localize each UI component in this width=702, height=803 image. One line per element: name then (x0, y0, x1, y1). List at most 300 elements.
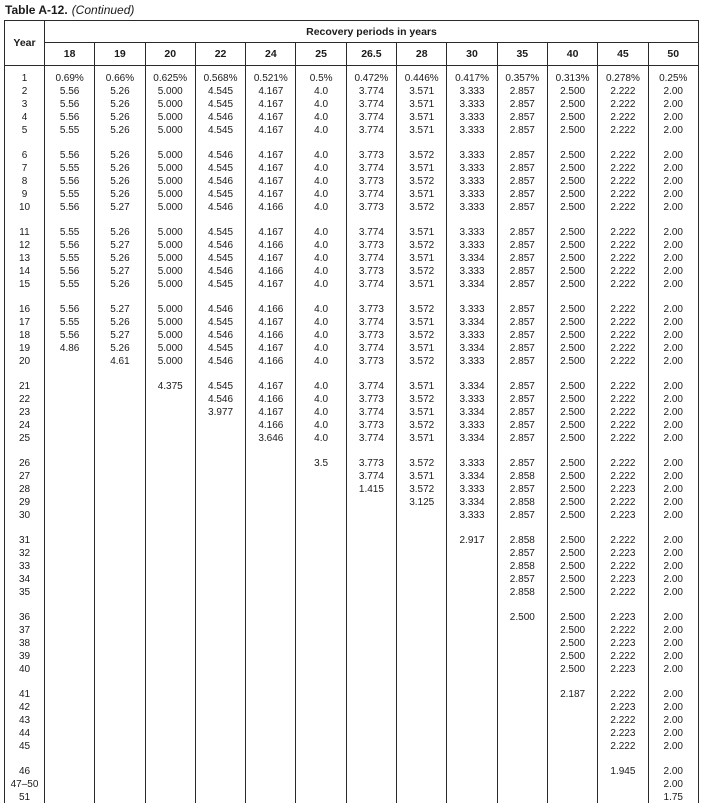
spacer-cell (296, 753, 346, 765)
rate-cell: 1.415 (346, 483, 396, 496)
rate-cell: 0.313% (547, 72, 597, 85)
rate-cell (95, 663, 145, 676)
spacer-cell (598, 676, 648, 688)
rate-cell (497, 714, 547, 727)
rate-cell: 3.333 (447, 85, 497, 98)
spacer-cell (95, 137, 145, 149)
year-cell: 51 (5, 791, 45, 803)
year-cell: 24 (5, 419, 45, 432)
rate-cell (145, 509, 195, 522)
rate-cell: 3.774 (346, 278, 396, 291)
rate-cell: 3.773 (346, 355, 396, 368)
rate-cell: 3.774 (346, 380, 396, 393)
rate-cell (45, 714, 95, 727)
year-cell: 23 (5, 406, 45, 419)
rate-cell: 2.857 (497, 457, 547, 470)
page-title (4, 3, 698, 20)
rate-cell: 5.000 (145, 111, 195, 124)
rate-cell (346, 650, 396, 663)
rate-cell: 2.222 (598, 624, 648, 637)
rate-cell: 4.0 (296, 329, 346, 342)
rate-cell (95, 573, 145, 586)
rate-cell: 3.571 (397, 124, 447, 137)
year-cell: 40 (5, 663, 45, 676)
rate-cell: 2.500 (547, 175, 597, 188)
rate-cell (195, 560, 245, 573)
rate-cell: 4.0 (296, 278, 346, 291)
rate-cell: 4.86 (45, 342, 95, 355)
rate-cell: 2.858 (497, 496, 547, 509)
rate-cell: 0.25% (648, 72, 698, 85)
table-row-year-45 (5, 740, 699, 753)
rate-cell: 2.00 (648, 624, 698, 637)
year-cell: 35 (5, 586, 45, 599)
spacer-cell (547, 522, 597, 534)
table-row-year-16 (5, 303, 699, 316)
table-row-year-10 (5, 201, 699, 214)
rate-cell (447, 611, 497, 624)
spacer-cell (547, 368, 597, 380)
rate-cell: 2.500 (547, 496, 597, 509)
rate-cell: 2.222 (598, 98, 648, 111)
rate-cell (296, 727, 346, 740)
rate-cell: 2.222 (598, 226, 648, 239)
rate-cell: 2.500 (547, 278, 597, 291)
year-cell: 46 (5, 765, 45, 778)
rate-cell: 4.545 (195, 85, 245, 98)
rate-cell: 4.545 (195, 316, 245, 329)
rate-cell (397, 650, 447, 663)
rate-cell: 2.187 (547, 688, 597, 701)
rate-cell (95, 406, 145, 419)
rate-cell: 5.55 (45, 162, 95, 175)
rate-cell (145, 650, 195, 663)
rate-cell (45, 701, 95, 714)
rate-cell: 3.571 (397, 162, 447, 175)
spacer-cell (145, 214, 195, 226)
rate-cell (45, 534, 95, 547)
rate-cell (346, 573, 396, 586)
rate-cell: 3.333 (447, 457, 497, 470)
rate-cell: 3.333 (447, 149, 497, 162)
table-row-year-17 (5, 316, 699, 329)
spacer-cell (246, 522, 296, 534)
year-cell: 22 (5, 393, 45, 406)
rate-cell: 4.0 (296, 419, 346, 432)
year-cell: 28 (5, 483, 45, 496)
rate-cell: 3.333 (447, 124, 497, 137)
rate-cell: 3.572 (397, 175, 447, 188)
rate-cell: 2.857 (497, 124, 547, 137)
rate-cell: 4.546 (195, 393, 245, 406)
rate-cell: 4.167 (246, 111, 296, 124)
rate-cell: 3.333 (447, 355, 497, 368)
recovery-period-header-22: 22 (195, 43, 245, 66)
rate-cell: 5.000 (145, 316, 195, 329)
rate-cell (296, 765, 346, 778)
rate-cell (145, 663, 195, 676)
rate-cell (95, 393, 145, 406)
rate-cell (346, 663, 396, 676)
rate-cell: 5.000 (145, 201, 195, 214)
rate-cell (447, 701, 497, 714)
rate-cell: 2.500 (547, 342, 597, 355)
rate-cell (45, 470, 95, 483)
spacer-cell (397, 599, 447, 611)
rate-cell: 2.500 (547, 316, 597, 329)
rate-cell: 5.55 (45, 252, 95, 265)
rate-cell: 2.500 (547, 226, 597, 239)
rate-cell (195, 547, 245, 560)
year-cell: 41 (5, 688, 45, 701)
rate-cell: 2.857 (497, 342, 547, 355)
rate-cell: 4.167 (246, 342, 296, 355)
rate-cell (195, 457, 245, 470)
rate-cell (95, 611, 145, 624)
table-row-year-51 (5, 791, 699, 803)
spacer-cell (346, 368, 396, 380)
rate-cell: 3.572 (397, 355, 447, 368)
rate-cell (195, 470, 245, 483)
rate-cell (195, 688, 245, 701)
rate-cell (296, 650, 346, 663)
rate-cell: 3.773 (346, 175, 396, 188)
spacer-cell (296, 214, 346, 226)
rate-cell: 5.26 (95, 149, 145, 162)
spacer-cell (397, 676, 447, 688)
group-spacer-row (5, 291, 699, 303)
rate-cell: 2.00 (648, 586, 698, 599)
rate-cell: 5.000 (145, 175, 195, 188)
rate-cell: 2.00 (648, 637, 698, 650)
year-cell: 10 (5, 201, 45, 214)
rate-cell: 4.167 (246, 188, 296, 201)
spacer-cell (95, 753, 145, 765)
rate-cell: 3.333 (447, 111, 497, 124)
spacer-cell (648, 291, 698, 303)
spacer-cell (497, 522, 547, 534)
year-cell: 12 (5, 239, 45, 252)
rate-cell: 4.0 (296, 380, 346, 393)
rate-cell (296, 778, 346, 791)
spacer-cell (246, 599, 296, 611)
rate-cell (145, 560, 195, 573)
rate-cell: 2.222 (598, 534, 648, 547)
rate-cell (547, 714, 597, 727)
rate-cell (45, 586, 95, 599)
rate-cell: 2.500 (547, 509, 597, 522)
rate-cell (346, 586, 396, 599)
rate-cell: 3.572 (397, 329, 447, 342)
rate-cell (246, 727, 296, 740)
recovery-period-header-50: 50 (648, 43, 698, 66)
spacer-cell (5, 368, 45, 380)
rate-cell: 2.00 (648, 111, 698, 124)
spacer-cell (447, 291, 497, 303)
rate-cell (145, 624, 195, 637)
rate-cell (95, 496, 145, 509)
rate-cell (397, 509, 447, 522)
rate-cell: 3.334 (447, 432, 497, 445)
spacer-cell (5, 676, 45, 688)
rate-cell: 3.334 (447, 470, 497, 483)
year-cell: 26 (5, 457, 45, 470)
rate-cell (346, 560, 396, 573)
rate-cell (246, 688, 296, 701)
rate-cell: 2.00 (648, 175, 698, 188)
spacer-cell (648, 214, 698, 226)
spacer-cell (598, 214, 648, 226)
rate-cell (497, 624, 547, 637)
rate-cell: 4.166 (246, 419, 296, 432)
table-row-year-8 (5, 175, 699, 188)
rate-cell (397, 663, 447, 676)
rate-cell: 3.333 (447, 226, 497, 239)
rate-cell (296, 740, 346, 753)
rate-cell (95, 457, 145, 470)
spacer-cell (246, 368, 296, 380)
rate-cell: 3.571 (397, 111, 447, 124)
rate-cell: 4.545 (195, 226, 245, 239)
rate-cell: 4.0 (296, 201, 346, 214)
spacer-cell (246, 445, 296, 457)
rate-cell: 2.222 (598, 111, 648, 124)
group-spacer-row (5, 599, 699, 611)
group-spacer-row (5, 214, 699, 226)
rate-cell (195, 727, 245, 740)
rate-cell (145, 393, 195, 406)
rate-cell (346, 688, 396, 701)
rate-cell (145, 470, 195, 483)
rate-cell (45, 765, 95, 778)
rate-cell (45, 778, 95, 791)
rate-cell (45, 483, 95, 496)
rate-cell: 3.334 (447, 406, 497, 419)
rate-cell (95, 586, 145, 599)
rate-cell: 2.222 (598, 432, 648, 445)
rate-cell: 5.26 (95, 124, 145, 137)
rate-cell: 4.167 (246, 85, 296, 98)
rate-cell: 0.66% (95, 72, 145, 85)
spacer-cell (195, 599, 245, 611)
rate-cell: 4.166 (246, 239, 296, 252)
rate-cell: 2.222 (598, 342, 648, 355)
rate-cell (296, 688, 346, 701)
year-cell: 7 (5, 162, 45, 175)
rate-cell (145, 406, 195, 419)
table-row-year-29 (5, 496, 699, 509)
rate-cell (145, 688, 195, 701)
rate-cell: 2.500 (547, 663, 597, 676)
rate-cell: 2.857 (497, 483, 547, 496)
rate-cell (45, 727, 95, 740)
spacer-cell (648, 137, 698, 149)
rate-cell (45, 419, 95, 432)
rate-cell: 2.00 (648, 278, 698, 291)
rate-cell (346, 534, 396, 547)
rate-cell: 3.571 (397, 406, 447, 419)
rate-cell: 4.0 (296, 149, 346, 162)
rate-cell (145, 483, 195, 496)
rate-cell: 2.00 (648, 650, 698, 663)
rate-cell (246, 791, 296, 803)
year-cell: 16 (5, 303, 45, 316)
year-cell: 42 (5, 701, 45, 714)
spacer-cell (195, 291, 245, 303)
rate-cell: 3.333 (447, 175, 497, 188)
rate-cell: 3.571 (397, 316, 447, 329)
rate-cell: 2.857 (497, 226, 547, 239)
year-cell: 1 (5, 72, 45, 85)
rate-cell: 4.546 (195, 329, 245, 342)
spacer-cell (5, 137, 45, 149)
year-cell: 8 (5, 175, 45, 188)
table-row-year-27 (5, 470, 699, 483)
rate-cell: 3.774 (346, 85, 396, 98)
table-row-year-39 (5, 650, 699, 663)
rate-cell: 2.500 (547, 419, 597, 432)
table-row-year-38 (5, 637, 699, 650)
rate-cell (346, 714, 396, 727)
rate-cell: 4.167 (246, 406, 296, 419)
rate-cell: 3.571 (397, 380, 447, 393)
rate-cell: 2.00 (648, 265, 698, 278)
table-row-year-19 (5, 342, 699, 355)
rate-cell: 2.500 (547, 534, 597, 547)
rate-cell (145, 573, 195, 586)
spacer-cell (5, 214, 45, 226)
rate-cell: 3.333 (447, 201, 497, 214)
table-row-year-5 (5, 124, 699, 137)
spacer-cell (45, 368, 95, 380)
table-row-year-41 (5, 688, 699, 701)
rate-cell (95, 547, 145, 560)
rate-cell: 2.222 (598, 714, 648, 727)
rate-cell (296, 547, 346, 560)
rate-cell: 3.774 (346, 432, 396, 445)
depreciation-rate-table (4, 20, 699, 803)
rate-cell (447, 637, 497, 650)
spacer-cell (547, 753, 597, 765)
spacer-cell (145, 368, 195, 380)
rate-cell: 2.222 (598, 162, 648, 175)
year-cell: 33 (5, 560, 45, 573)
rate-cell (95, 483, 145, 496)
rate-cell: 4.167 (246, 252, 296, 265)
table-row-year-40 (5, 663, 699, 676)
rate-cell: 4.545 (195, 124, 245, 137)
rate-cell (296, 701, 346, 714)
rate-cell: 3.773 (346, 457, 396, 470)
rate-cell (246, 611, 296, 624)
rate-cell: 4.0 (296, 342, 346, 355)
table-row-year-33 (5, 560, 699, 573)
rate-cell (246, 765, 296, 778)
rate-cell: 5.26 (95, 111, 145, 124)
table-row-year-35 (5, 586, 699, 599)
rate-cell (45, 688, 95, 701)
rate-cell: 4.545 (195, 380, 245, 393)
rate-cell: 2.500 (547, 406, 597, 419)
spacer-cell (547, 599, 597, 611)
rate-cell: 5.000 (145, 85, 195, 98)
rate-cell: 2.500 (547, 124, 597, 137)
year-cell: 34 (5, 573, 45, 586)
rate-cell (95, 714, 145, 727)
rate-cell (547, 778, 597, 791)
spacer-cell (95, 676, 145, 688)
rate-cell (246, 573, 296, 586)
rate-cell (397, 765, 447, 778)
rate-cell (145, 457, 195, 470)
rate-cell: 3.773 (346, 329, 396, 342)
rate-cell: 3.774 (346, 98, 396, 111)
rate-cell (246, 701, 296, 714)
rate-cell: 2.857 (497, 316, 547, 329)
rate-cell (95, 637, 145, 650)
rate-cell: 2.857 (497, 380, 547, 393)
rate-cell: 4.166 (246, 201, 296, 214)
table-row-year-4 (5, 111, 699, 124)
rate-cell: 3.773 (346, 239, 396, 252)
rate-cell (95, 740, 145, 753)
spacer-cell (45, 445, 95, 457)
rate-cell (45, 406, 95, 419)
rate-cell: 3.333 (447, 329, 497, 342)
rate-cell (397, 624, 447, 637)
rate-cell (497, 791, 547, 803)
rate-cell: 4.0 (296, 316, 346, 329)
table-continued-label: (Continued) (71, 3, 135, 17)
rate-cell: 3.333 (447, 419, 497, 432)
spacer-cell (195, 445, 245, 457)
rate-cell (296, 624, 346, 637)
year-cell: 25 (5, 432, 45, 445)
rate-cell: 1.75 (648, 791, 698, 803)
rate-cell: 5.55 (45, 124, 95, 137)
spacer-cell (45, 291, 95, 303)
rate-cell: 4.166 (246, 303, 296, 316)
rate-cell (447, 740, 497, 753)
spacer-cell (45, 522, 95, 534)
rate-cell: 3.774 (346, 162, 396, 175)
rate-cell: 2.222 (598, 85, 648, 98)
rate-cell: 4.545 (195, 278, 245, 291)
rate-cell (45, 650, 95, 663)
rate-cell: 4.0 (296, 432, 346, 445)
rate-cell: 5.56 (45, 175, 95, 188)
spacer-cell (648, 599, 698, 611)
rate-cell: 4.0 (296, 124, 346, 137)
rate-cell (45, 611, 95, 624)
rate-cell: 2.00 (648, 560, 698, 573)
table-row-year-2 (5, 85, 699, 98)
rate-cell (296, 714, 346, 727)
rate-cell: 2.222 (598, 496, 648, 509)
spacer-cell (447, 522, 497, 534)
rate-cell: 2.222 (598, 406, 648, 419)
rate-cell: 5.26 (95, 175, 145, 188)
rate-cell: 4.0 (296, 406, 346, 419)
rate-cell: 2.857 (497, 188, 547, 201)
rate-cell: 2.222 (598, 688, 648, 701)
rate-cell: 5.56 (45, 98, 95, 111)
year-cell: 9 (5, 188, 45, 201)
table-row-year-18 (5, 329, 699, 342)
rate-cell: 5.000 (145, 124, 195, 137)
rate-cell: 3.333 (447, 188, 497, 201)
rate-cell: 4.0 (296, 85, 346, 98)
